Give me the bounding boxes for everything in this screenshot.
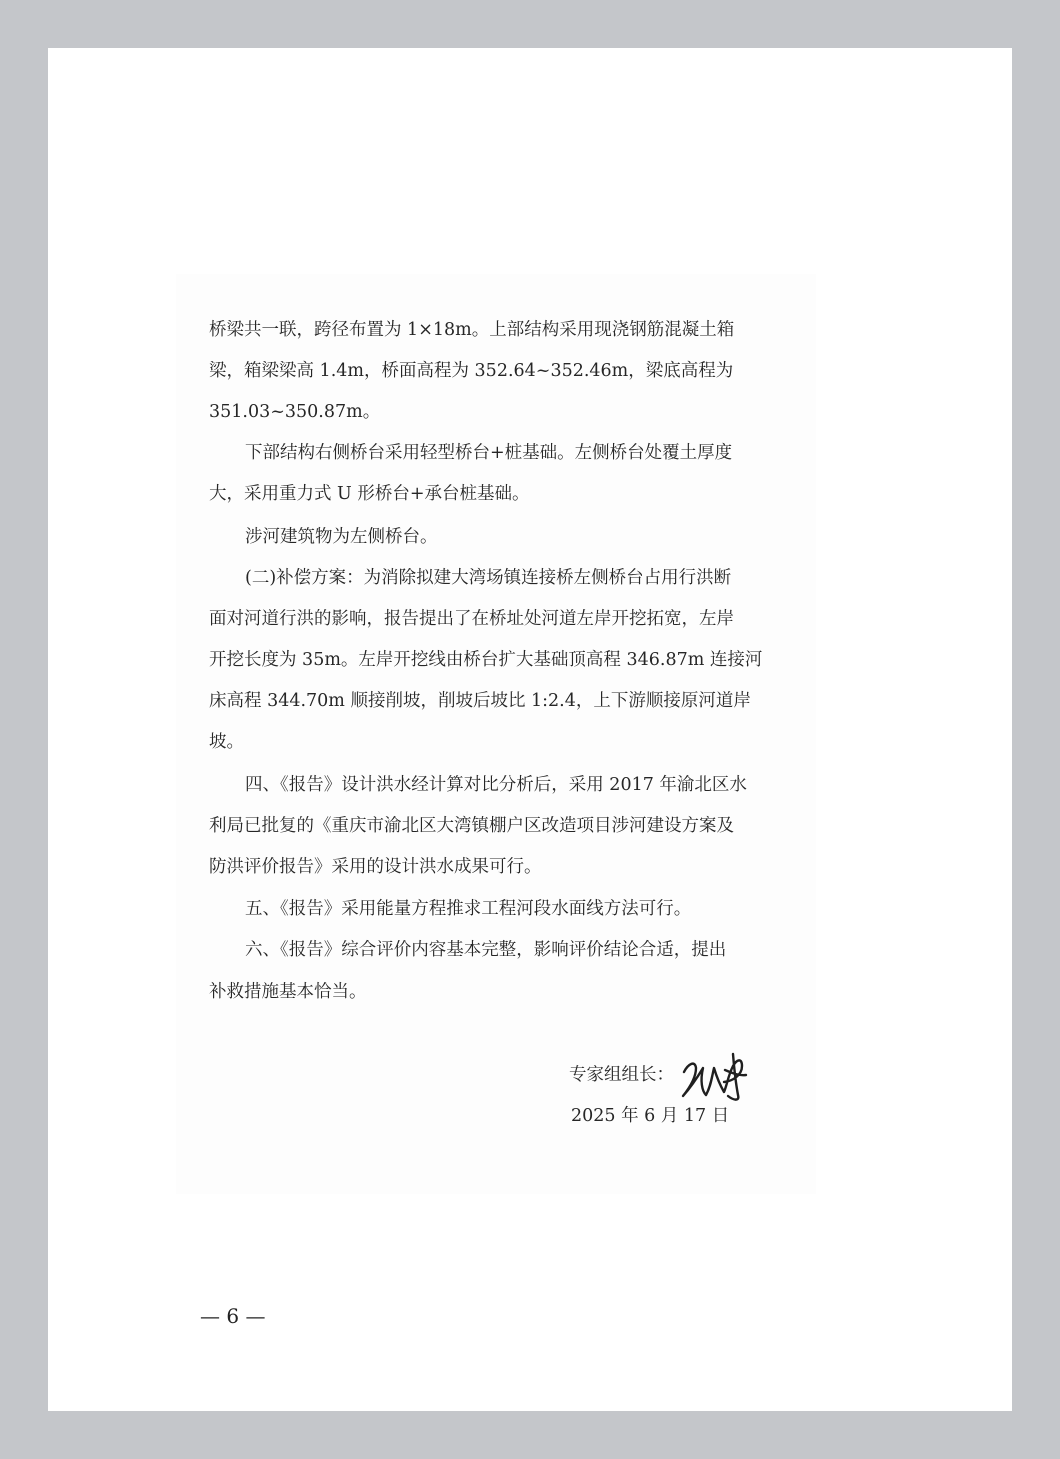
document-date: 2025 年 6 月 17 日 (571, 1106, 730, 1126)
paragraph-line: 防洪评价报告》采用的设计洪水成果可行。 (209, 857, 542, 877)
paragraph-line: 补救措施基本恰当。 (209, 982, 367, 1002)
paragraph-line: 六、《报告》综合评价内容基本完整，影响评价结论合适，提出 (245, 940, 727, 960)
expert-group-leader-label: 专家组组长： (569, 1065, 674, 1085)
paragraph-line: 四、《报告》设计洪水经计算对比分析后，采用 2017 年渝北区水 (245, 775, 747, 795)
paragraph-line: 下部结构右侧桥台采用轻型桥台+桩基础。左侧桥台处覆土厚度 (245, 443, 733, 463)
paragraph-line: 坡。 (209, 732, 244, 752)
paragraph-line: 大，采用重力式 U 形桥台+承台桩基础。 (209, 484, 530, 504)
page-number: — 6 — (200, 1304, 266, 1328)
paragraph-line: 351.03~350.87m。 (209, 402, 381, 422)
paragraph-line: 涉河建筑物为左侧桥台。 (245, 527, 438, 547)
paragraph-line: 梁，箱梁梁高 1.4m，桥面高程为 352.64~352.46m，梁底高程为 (209, 361, 734, 381)
paragraph-line: 桥梁共一联，跨径布置为 1×18m。上部结构采用现浇钢筋混凝土箱 (209, 320, 735, 340)
paragraph-line: 面对河道行洪的影响，报告提出了在桥址处河道左岸开挖拓宽，左岸 (209, 609, 734, 629)
handwritten-signature (678, 1048, 750, 1102)
paragraph-line: 利局已批复的《重庆市渝北区大湾镇棚户区改造项目涉河建设方案及 (209, 816, 734, 836)
paragraph-line: (二)补偿方案：为消除拟建大湾场镇连接桥左侧桥台占用行洪断 (245, 568, 732, 588)
paragraph-line: 开挖长度为 35m。左岸开挖线由桥台扩大基础顶高程 346.87m 连接河 (209, 650, 763, 670)
paragraph-line: 五、《报告》采用能量方程推求工程河段水面线方法可行。 (245, 899, 692, 919)
paragraph-line: 床高程 344.70m 顺接削坡，削坡后坡比 1:2.4，上下游顺接原河道岸 (209, 691, 751, 711)
document-page (48, 48, 1012, 1411)
